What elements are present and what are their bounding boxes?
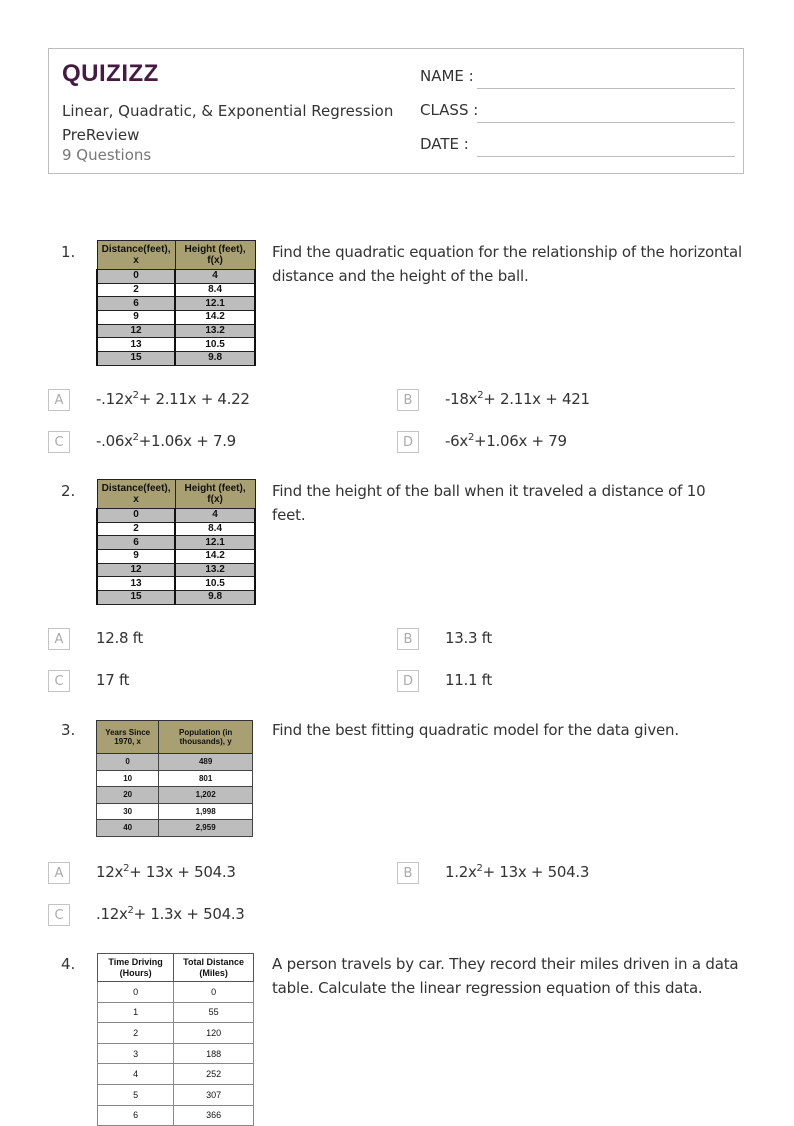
option-c-rest: +1.06x + 7.9: [138, 432, 236, 450]
option-a-box[interactable]: A: [48, 628, 70, 650]
option-c-rest: + 1.3x + 504.3: [133, 905, 245, 923]
table-cell: 366: [174, 1105, 254, 1126]
table-cell: 307: [174, 1084, 254, 1105]
worksheet-title: Linear, Quadratic, & Exponential Regression PreReview: [62, 102, 394, 144]
table-cell: 9.8: [175, 352, 255, 366]
option-b-text[interactable]: [445, 390, 590, 408]
table-cell: 1,202: [159, 787, 253, 804]
table-cell: 1,998: [159, 803, 253, 820]
table-header: Years Since 1970, x: [97, 721, 159, 754]
option-b-text[interactable]: [445, 863, 589, 881]
table-cell: 5: [98, 1084, 174, 1105]
option-a-box[interactable]: A: [48, 389, 70, 411]
table-cell: 15: [97, 591, 175, 605]
option-b-rest: + 13x + 504.3: [482, 863, 590, 881]
option-c-term: .12x: [96, 905, 128, 923]
table-cell: 12: [97, 324, 175, 338]
option-a-text[interactable]: [96, 863, 236, 881]
date-field[interactable]: [420, 135, 735, 159]
option-d-text[interactable]: 11.1 ft: [445, 671, 492, 689]
table-cell: 12: [97, 563, 175, 577]
table-header: Total Distance (Miles): [174, 954, 254, 982]
name-label: NAME :: [420, 67, 474, 85]
option-b-box[interactable]: B: [397, 389, 419, 411]
quizizz-logo: QUIZIZZ: [62, 60, 159, 87]
option-b-term: -18x: [445, 390, 478, 408]
table-cell: 188: [174, 1043, 254, 1064]
table-cell: 55: [174, 1002, 254, 1023]
table-cell: 10.5: [175, 338, 255, 352]
table-cell: 0: [97, 754, 159, 771]
table-cell: 13.2: [175, 324, 255, 338]
question-4-table: [97, 953, 254, 1126]
name-field[interactable]: [420, 67, 735, 91]
table-cell: 9: [97, 550, 175, 564]
option-d-term: -6x: [445, 432, 468, 450]
option-c-box[interactable]: C: [48, 904, 70, 926]
table-cell: 2: [98, 1023, 174, 1044]
table-header: Distance(feet), x: [97, 241, 175, 270]
option-c-exponent: 2: [127, 905, 134, 916]
table-cell: 801: [159, 770, 253, 787]
table-cell: 12.1: [175, 536, 255, 550]
option-d-box[interactable]: D: [397, 670, 419, 692]
table-cell: 4: [175, 509, 255, 523]
table-cell: 0: [97, 270, 175, 284]
option-a-exponent: 2: [132, 390, 139, 401]
table-cell: 8.4: [175, 522, 255, 536]
option-b-box[interactable]: B: [397, 628, 419, 650]
class-label: CLASS :: [420, 101, 479, 119]
table-cell: 2,959: [159, 820, 253, 837]
table-cell: 6: [98, 1105, 174, 1126]
option-b-box[interactable]: B: [397, 862, 419, 884]
table-cell: 14.2: [175, 550, 255, 564]
worksheet-header: [48, 48, 744, 174]
table-cell: 10.5: [175, 577, 255, 591]
option-c-text[interactable]: [96, 432, 236, 450]
table-header: Time Driving (Hours): [98, 954, 174, 982]
table-cell: 489: [159, 754, 253, 771]
option-b-rest: + 2.11x + 421: [483, 390, 590, 408]
table-cell: 2: [97, 283, 175, 297]
option-c-term: -.06x: [96, 432, 133, 450]
question-1-table: [96, 240, 256, 366]
option-d-exponent: 2: [467, 432, 474, 443]
option-b-term: 1.2x: [445, 863, 477, 881]
table-cell: 0: [174, 982, 254, 1003]
option-b-exponent: 2: [477, 390, 484, 401]
question-4-number: 4.: [61, 955, 76, 973]
question-4-text: A person travels by car. They record their miles driven in a data table. Calculate the linear regression equation of this data.: [272, 955, 739, 997]
option-a-term: -.12x: [96, 390, 133, 408]
table-cell: 1: [98, 1002, 174, 1023]
option-c-box[interactable]: C: [48, 431, 70, 453]
table-cell: 13: [97, 338, 175, 352]
question-3-table: [96, 720, 253, 837]
table-cell: 12.1: [175, 297, 255, 311]
table-cell: 40: [97, 820, 159, 837]
table-header: Height (feet), f(x): [175, 241, 255, 270]
table-header: Height (feet), f(x): [175, 480, 255, 509]
table-cell: 6: [97, 297, 175, 311]
option-c-text[interactable]: 17 ft: [96, 671, 130, 689]
table-cell: 6: [97, 536, 175, 550]
option-a-box[interactable]: A: [48, 862, 70, 884]
table-cell: 9: [97, 311, 175, 325]
table-header: Population (in thousands), y: [159, 721, 253, 754]
question-3-number: 3.: [61, 721, 76, 739]
table-cell: 2: [97, 522, 175, 536]
table-cell: 4: [98, 1064, 174, 1085]
question-1-text: Find the quadratic equation for the relationship of the horizontal distance and the height of the ball.: [272, 243, 742, 285]
table-header: Distance(feet), x: [97, 480, 175, 509]
table-cell: 252: [174, 1064, 254, 1085]
option-c-box[interactable]: C: [48, 670, 70, 692]
option-a-exponent: 2: [123, 863, 130, 874]
option-a-rest: + 2.11x + 4.22: [138, 390, 250, 408]
option-d-box[interactable]: D: [397, 431, 419, 453]
table-cell: 14.2: [175, 311, 255, 325]
option-c-text[interactable]: [96, 905, 245, 923]
table-cell: 15: [97, 352, 175, 366]
option-b-exponent: 2: [476, 863, 483, 874]
table-cell: 3: [98, 1043, 174, 1064]
date-line[interactable]: [477, 156, 735, 157]
option-d-text[interactable]: [445, 432, 567, 450]
name-line[interactable]: [477, 88, 735, 89]
table-cell: 10: [97, 770, 159, 787]
table-cell: 9.8: [175, 591, 255, 605]
question-count: 9 Questions: [62, 146, 152, 164]
question-3-text: Find the best fitting quadratic model for the data given.: [272, 721, 679, 739]
question-2-table: [96, 479, 256, 605]
option-a-rest: + 13x + 504.3: [129, 863, 236, 881]
table-cell: 0: [98, 982, 174, 1003]
question-1-number: 1.: [61, 243, 76, 261]
question-2-number: 2.: [61, 482, 76, 500]
date-label: DATE :: [420, 135, 469, 153]
table-cell: 13.2: [175, 563, 255, 577]
table-cell: 120: [174, 1023, 254, 1044]
option-a-text[interactable]: 12.8 ft: [96, 629, 143, 647]
option-c-exponent: 2: [132, 432, 139, 443]
table-cell: 8.4: [175, 283, 255, 297]
option-a-text[interactable]: [96, 390, 250, 408]
table-cell: 13: [97, 577, 175, 591]
question-2-text: Find the height of the ball when it traveled a distance of 10 feet.: [272, 482, 706, 524]
table-cell: 4: [175, 270, 255, 284]
table-cell: 0: [97, 509, 175, 523]
option-a-term: 12x: [96, 863, 124, 881]
class-field[interactable]: [420, 101, 735, 125]
table-cell: 20: [97, 787, 159, 804]
option-d-rest: +1.06x + 79: [474, 432, 567, 450]
class-line[interactable]: [477, 122, 735, 123]
table-cell: 30: [97, 803, 159, 820]
option-b-text[interactable]: 13.3 ft: [445, 629, 492, 647]
